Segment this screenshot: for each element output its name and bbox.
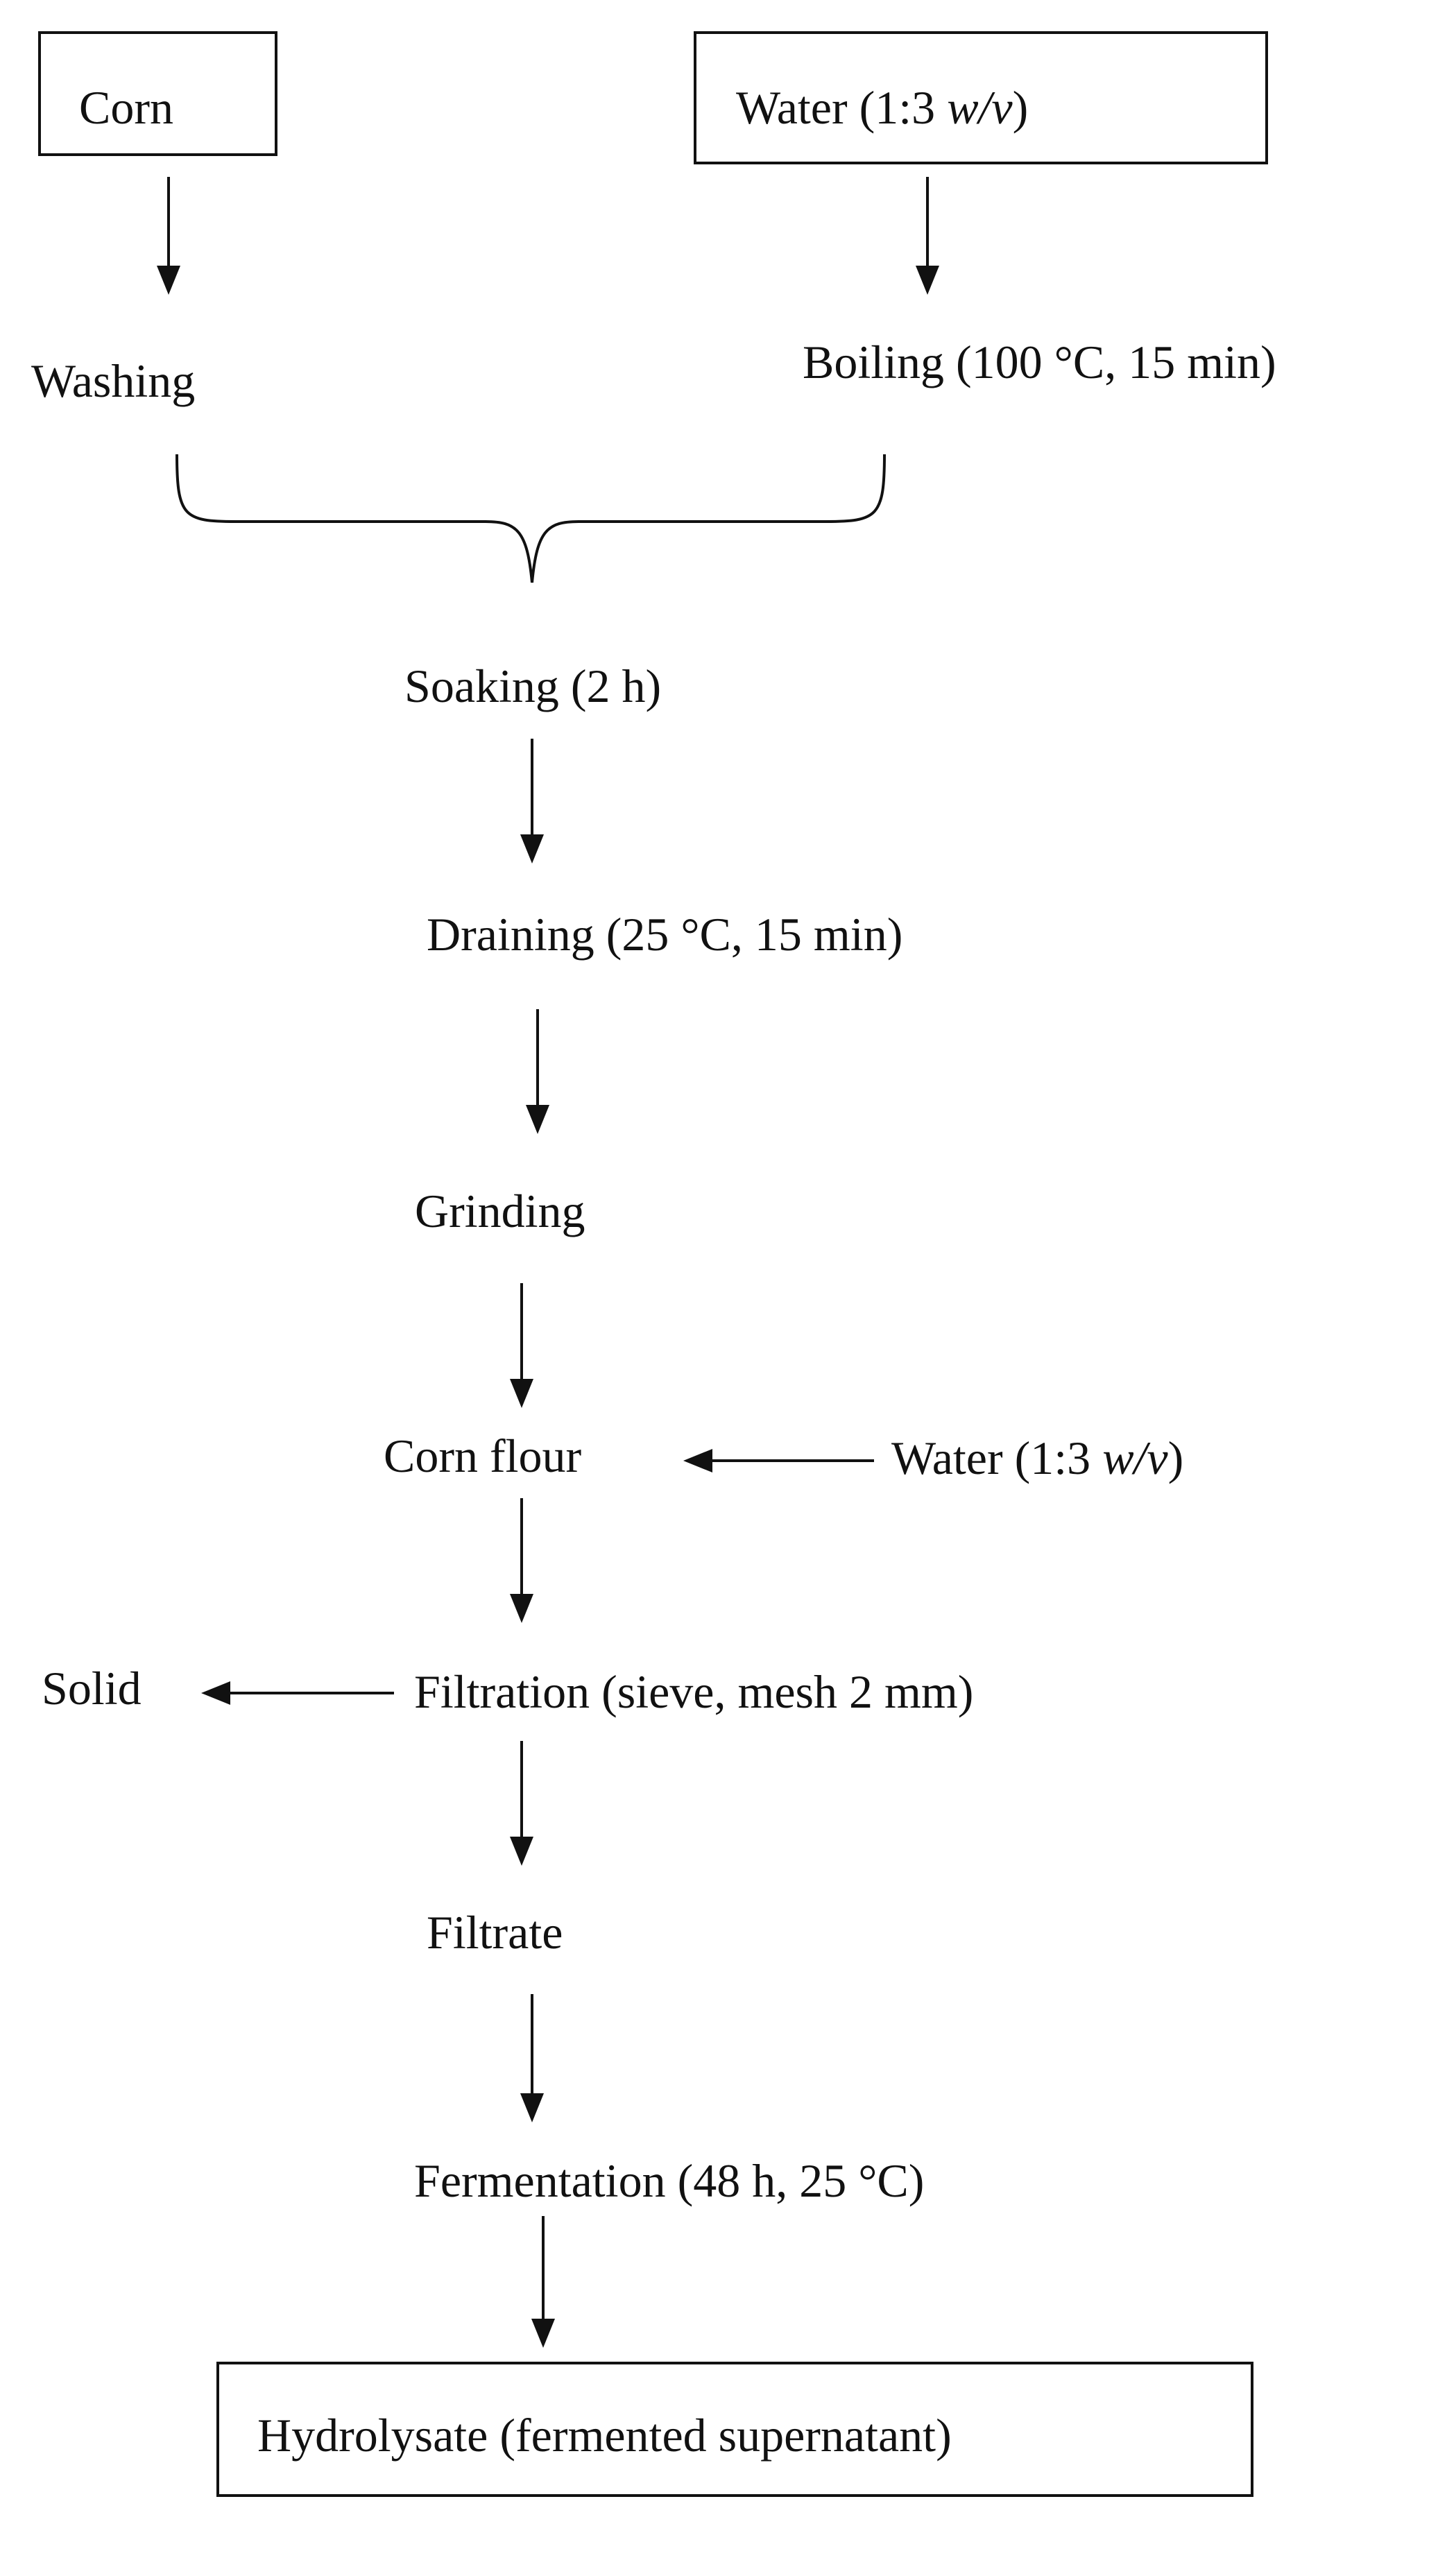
arrowhead	[520, 834, 544, 864]
arrowhead	[916, 266, 939, 295]
water-box	[694, 31, 1268, 164]
merge-brace	[177, 454, 884, 583]
filtration-label: Filtration (sieve, mesh 2 mm)	[414, 1665, 974, 1718]
arrowhead	[510, 1594, 533, 1623]
fermentation-label: Fermentation (48 h, 25 °C)	[414, 2154, 925, 2207]
arrowhead	[683, 1449, 712, 1472]
soaking-label: Soaking (2 h)	[404, 660, 662, 712]
arrowhead	[510, 1837, 533, 1866]
grinding-label: Grinding	[415, 1185, 585, 1237]
arrowhead	[201, 1681, 230, 1705]
arrowhead	[510, 1379, 533, 1408]
solid-label: Solid	[42, 1662, 142, 1715]
corn-flour-label: Corn flour	[384, 1429, 582, 1482]
water-side-label: Water (1:3 w/v)	[891, 1432, 1184, 1484]
filtrate-label: Filtrate	[427, 1906, 563, 1959]
arrowhead	[526, 1105, 549, 1134]
boiling-label: Boiling (100 °C, 15 min)	[803, 336, 1276, 388]
arrowhead	[531, 2319, 555, 2348]
hydrolysate-box	[216, 2362, 1253, 2497]
draining-label: Draining (25 °C, 15 min)	[427, 908, 903, 961]
arrowhead	[520, 2093, 544, 2122]
corn-box	[38, 31, 277, 156]
washing-label: Washing	[31, 354, 196, 407]
arrowhead	[157, 266, 180, 295]
corn-label: Corn	[79, 81, 173, 134]
hydrolysate-label: Hydrolysate (fermented supernatant)	[257, 2409, 952, 2462]
water-label: Water (1:3 w/v)	[736, 81, 1029, 134]
